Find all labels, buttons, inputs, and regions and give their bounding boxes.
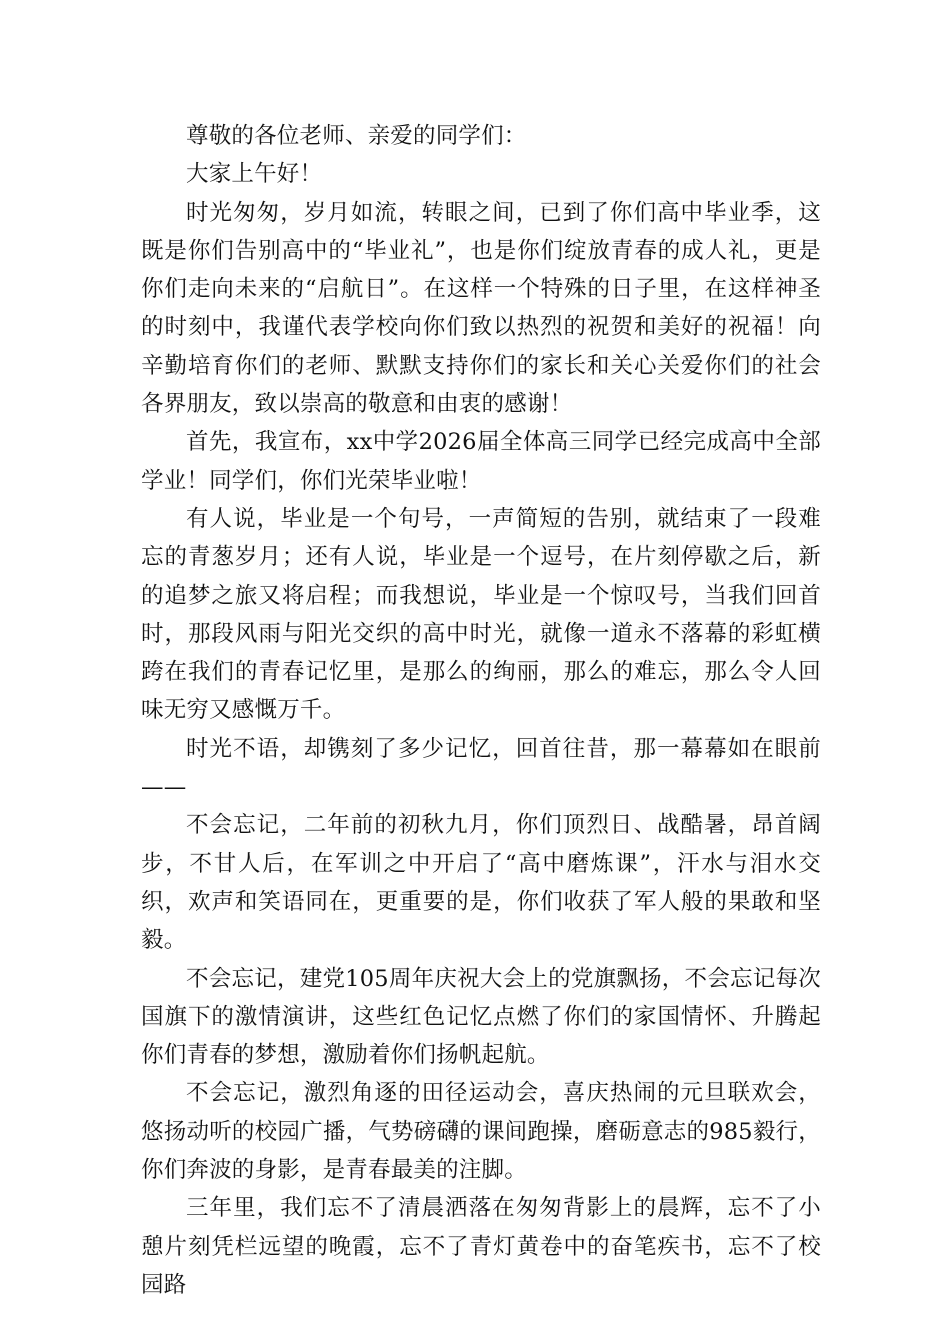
paragraph-red-memories: 不会忘记，建党105周年庆祝大会上的党旗飘扬，不会忘记每次国旗下的激情演讲，这些红色记忆点燃了你们的家国情怀、升腾起你们青春的梦想，激励着你们扬帆起航。 [141,965,821,1069]
paragraph-memories-intro: 时光不语，却镌刻了多少记忆，回首往昔，那一幕幕如在眼前—— [141,735,821,801]
paragraph-three-years: 三年里，我们忘不了清晨洒落在匆匆背影上的晨辉，忘不了小憩片刻凭栏远望的晚霞，忘不了青灯黄卷中的奋笔疾书，忘不了校园路 [141,1195,821,1298]
paragraph-salutation: 尊敬的各位老师、亲爱的同学们： [186,123,527,149]
paragraph-military-training: 不会忘记，二年前的初秋九月，你们顶烈日、战酷暑，昂首阔步，不甘人后，在军训之中开启了“高中磨炼课”，汗水与泪水交织，欢声和笑语同在，更重要的是，你们收获了军人般的果敢和坚毅。 [141,812,821,954]
paragraph-graduation-meaning: 有人说，毕业是一个句号，一声简短的告别，就结束了一段难忘的青葱岁月；还有人说，毕业是一个逗号，在片刻停歇之后，新的追梦之旅又将启程；而我想说，毕业是一个惊叹号，当我们回首时，那段风雨与阳光交织的高中时光，就像一道永不落幕的彩虹横跨在我们的青春记忆里，是那么的绚丽，那么的难忘，那么令人回味无穷又感慨万千。 [141,505,821,724]
paragraph-school-activities: 不会忘记，激烈角逐的田径运动会，喜庆热闹的元旦联欢会，悠扬动听的校园广播，气势磅礴的课间跑操，磨砺意志的985毅行，你们奔波的身影，是青春最美的注脚。 [141,1080,821,1184]
paragraph-greeting: 大家上午好！ [186,161,323,188]
paragraph-announcement: 首先，我宣布，xx中学2026届全体高三同学已经完成高中全部学业！同学们，你们光荣毕业啦！ [141,429,821,494]
paragraph-opening: 时光匆匆，岁月如流，转眼之间，已到了你们高中毕业季，这既是你们告别高中的“毕业礼”，也是你们绽放青春的成人礼，更是你们走向未来的“启航日”。在这样一个特殊的日子里，在这样神圣的时刻中，我谨代表学校向你们致以热烈的祝贺和美好的祝福！向辛勤培育你们的老师、默默支持你们的家长和关心关爱你们的社会各界朋友，致以崇高的敬意和由衷的感谢！ [141,199,821,418]
speech-body [141,117,821,1304]
